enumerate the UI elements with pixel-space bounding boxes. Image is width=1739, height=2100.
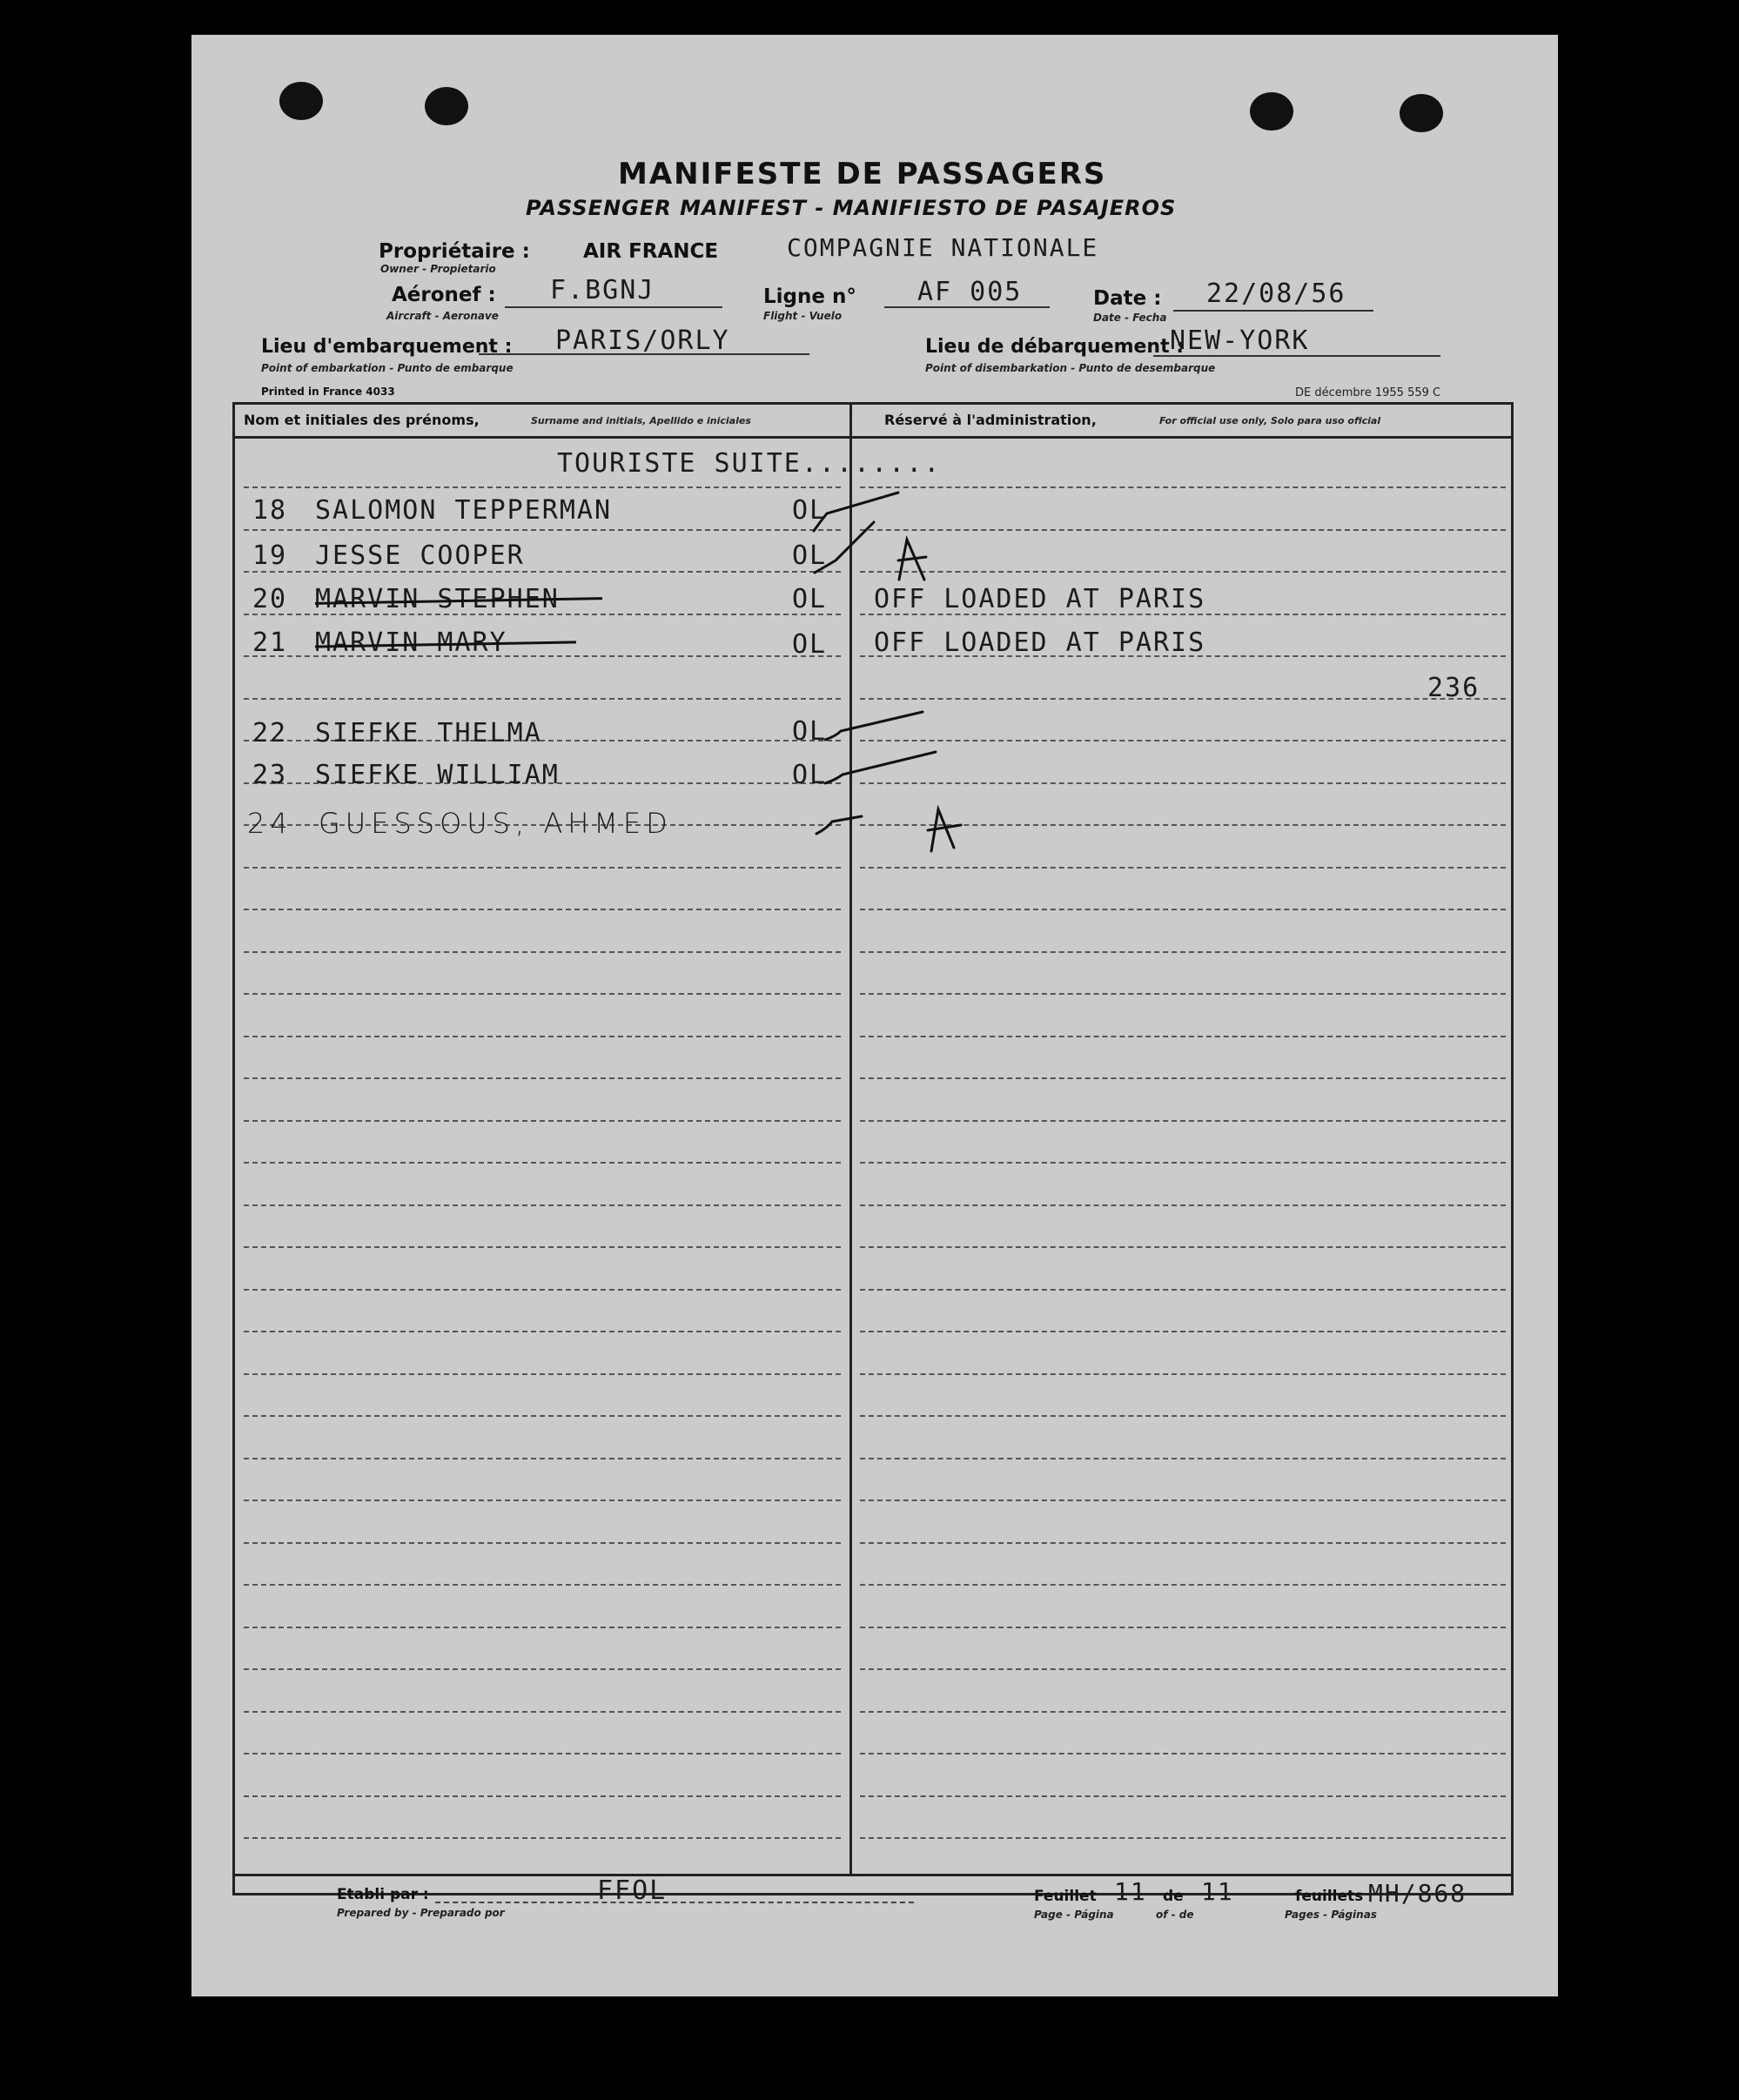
date-value: 22/08/56 — [1206, 278, 1346, 309]
passenger-code: OL — [792, 495, 828, 526]
disembark-value: NEW-YORK — [1170, 325, 1310, 356]
owner-typed: COMPAGNIE NATIONALE — [787, 233, 1099, 262]
checkmark-icon — [825, 752, 936, 783]
sheet-label: Feuillet — [1034, 1888, 1097, 1905]
checkmark-icon — [825, 712, 923, 740]
admin-number: 236 — [1427, 673, 1480, 703]
manifest-page — [191, 35, 1558, 1996]
col-right-header-sub: For official use only, Solo para uso oficial — [1159, 415, 1381, 426]
date-label-sub: Date - Fecha — [1093, 312, 1167, 324]
printed-note: Printed in France 4033 — [261, 386, 395, 398]
disembark-label: Lieu de débarquement : — [925, 336, 1185, 358]
section-heading: TOURISTE SUITE........ — [557, 448, 942, 479]
owner-label: Propriétaire : — [379, 240, 530, 263]
document-title: MANIFESTE DE PASSAGERS — [618, 157, 1107, 191]
passenger-name: MARVIN STEPHEN — [315, 584, 560, 614]
passenger-name: SALOMON TEPPERMAN — [315, 495, 613, 526]
passenger-code: OL — [792, 584, 828, 614]
aircraft-value: F.BGNJ — [550, 275, 655, 305]
reference: MH/868 — [1368, 1879, 1467, 1908]
sheet-label-sub: Page - Página — [1034, 1909, 1114, 1921]
col-right-header: Réservé à l'administration, — [884, 412, 1097, 428]
prepared-label-sub: Prepared by - Preparado por — [337, 1907, 505, 1919]
checkmark-icon — [816, 816, 862, 834]
flight-label-sub: Flight - Vuelo — [763, 310, 843, 322]
passenger-num: 19 — [252, 540, 288, 571]
date-label: Date : — [1093, 287, 1162, 310]
passenger-name: SIEFKE WILLIAM — [315, 760, 560, 790]
col-left-header-sub: Surname and initials, Apellido e iniciales — [531, 415, 751, 426]
passenger-name: GUESSOUS, AHMED — [319, 807, 673, 840]
sheet-num: 11 — [1114, 1877, 1147, 1906]
passenger-code: OL — [792, 760, 828, 790]
disembark-label-sub: Point of disembarkation - Punto de desembarque — [925, 362, 1216, 374]
passenger-name: JESSE COOPER — [315, 540, 525, 571]
checkmark-icon — [815, 522, 874, 573]
passenger-num: 23 — [252, 760, 288, 790]
embark-label-sub: Point of embarkation - Punto de embarque — [261, 362, 514, 374]
sheets-label-sub: Pages - Páginas — [1285, 1909, 1377, 1921]
flight-label: Ligne n° — [763, 285, 856, 308]
flight-value: AF 005 — [917, 277, 1023, 307]
passenger-note: OFF LOADED AT PARIS — [874, 584, 1206, 614]
passenger-code: OL — [792, 540, 828, 571]
passenger-num: 20 — [252, 584, 288, 614]
passenger-num: 21 — [252, 627, 288, 658]
owner-value: AIR FRANCE — [583, 240, 719, 263]
embark-label: Lieu d'embarquement : — [261, 336, 513, 358]
initial-a-icon — [898, 540, 926, 580]
passenger-code: OL — [792, 629, 828, 660]
passenger-num: 24 — [247, 807, 293, 840]
aircraft-label: Aéronef : — [392, 284, 496, 306]
handwritten-checkmarks — [191, 35, 1558, 1996]
document-subtitle: PASSENGER MANIFEST - MANIFIESTO DE PASAJEROS — [526, 196, 1177, 220]
form-code: DE décembre 1955 559 C — [1295, 386, 1441, 399]
passenger-name: SIEFKE THELMA — [315, 718, 542, 748]
sheets-label: feuillets — [1295, 1888, 1364, 1905]
of-label-sub: of - de — [1156, 1909, 1194, 1921]
passenger-note: OFF LOADED AT PARIS — [874, 627, 1206, 658]
prepared-label: Etabli par : — [337, 1886, 429, 1903]
col-left-header: Nom et initiales des prénoms, — [244, 412, 480, 428]
owner-label-sub: Owner - Propietario — [380, 263, 496, 275]
passenger-code: OL — [792, 716, 828, 747]
of-label: de — [1163, 1888, 1184, 1905]
passenger-name: MARVIN MARY — [315, 627, 507, 658]
sheet-total: 11 — [1201, 1877, 1234, 1906]
prepared-value: FFOL — [597, 1875, 668, 1906]
initial-a-icon — [928, 809, 961, 851]
checkmark-icon — [814, 493, 898, 531]
aircraft-label-sub: Aircraft - Aeronave — [386, 310, 499, 322]
passenger-num: 18 — [252, 495, 288, 526]
passenger-num: 22 — [252, 718, 288, 748]
embark-value: PARIS/ORLY — [555, 325, 730, 356]
